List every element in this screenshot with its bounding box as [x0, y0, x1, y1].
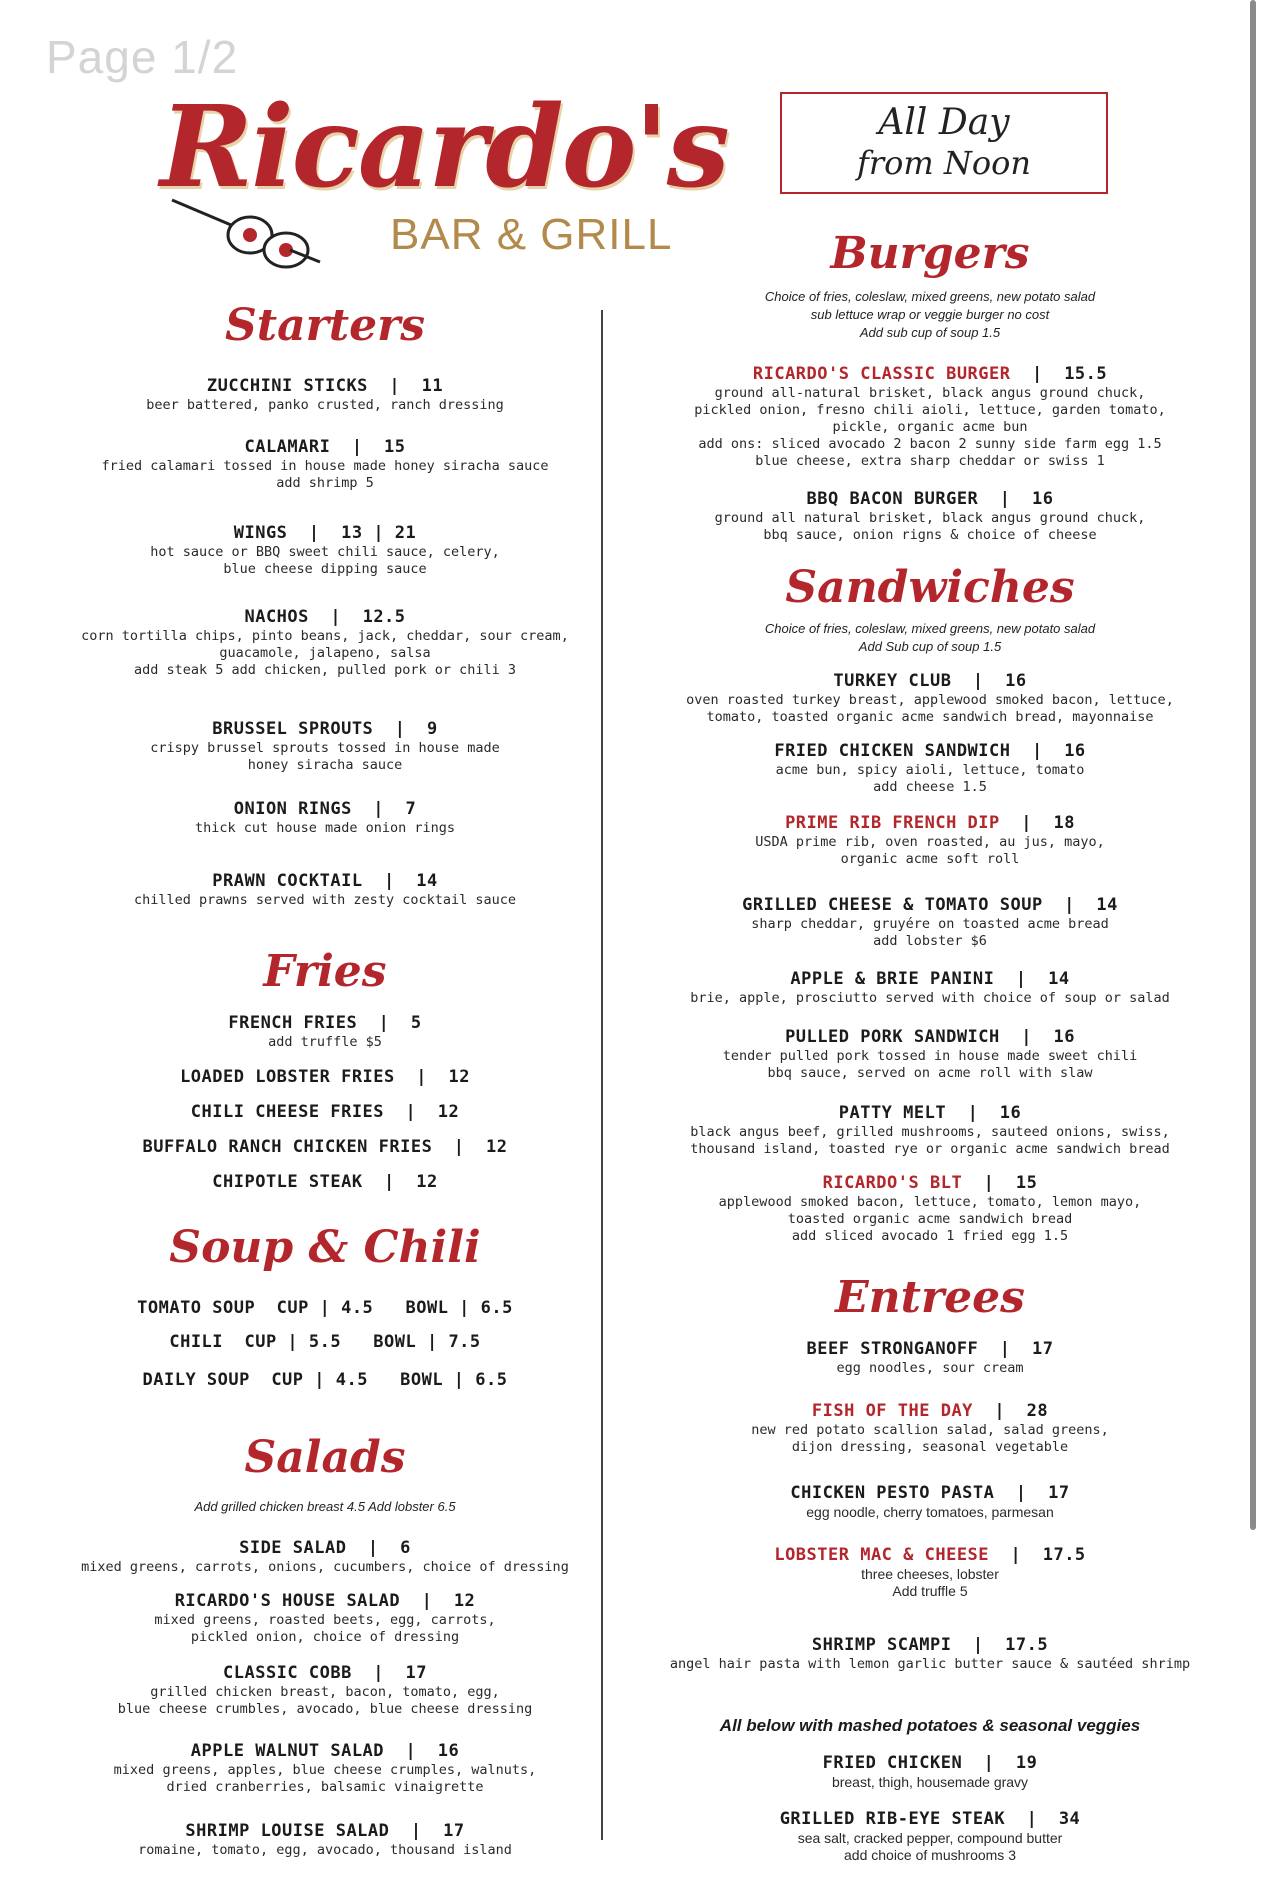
price-separator: | — [384, 1741, 438, 1761]
menu-item-description: sea salt, cracked pepper, compound butter add choice of mushrooms 3 — [797, 1830, 1063, 1863]
menu-item — [660, 488, 1200, 544]
price-separator: | — [989, 1545, 1043, 1565]
menu-item-price: 17 — [1031, 1339, 1054, 1359]
menu-item-name — [660, 1634, 1200, 1656]
price-separator: | — [362, 871, 417, 891]
menu-item — [60, 1662, 590, 1718]
soup-heading: Soup & Chili — [169, 1222, 481, 1273]
price-separator: | — [1010, 741, 1065, 761]
menu-item-description: egg noodle, cherry tomatoes, parmesan — [806, 1504, 1054, 1520]
menu-item-name — [60, 870, 590, 892]
fries-heading: Fries — [263, 946, 387, 997]
menu-item — [60, 1590, 590, 1646]
menu-item-price: 16 — [1005, 671, 1027, 691]
menu-item-price: 15 — [1015, 1173, 1038, 1193]
menu-item-price: 18 — [1053, 813, 1075, 833]
menu-item-price: 16 — [1031, 489, 1054, 509]
hours-banner — [780, 92, 1108, 194]
price-separator: | — [389, 1821, 444, 1841]
menu-item-name — [660, 1172, 1200, 1194]
menu-item-description: breast, thigh, housemade gravy — [831, 1774, 1029, 1790]
menu-item-name — [660, 1752, 1200, 1774]
menu-item-description: egg noodles, sour cream — [836, 1360, 1024, 1376]
menu-item-title: CHICKEN PESTO PASTA — [790, 1483, 995, 1503]
menu-item-name — [660, 894, 1200, 916]
menu-item — [60, 375, 590, 414]
menu-item — [60, 1820, 590, 1859]
menu-item-name — [60, 1171, 590, 1193]
price-separator: | — [400, 1591, 454, 1611]
price-separator: | — [951, 671, 1006, 691]
entrees-heading: Entrees — [835, 1272, 1025, 1323]
price-separator: | — [1042, 895, 1097, 915]
menu-item-name — [60, 1066, 590, 1088]
menu-item-title: SHRIMP SCAMPI — [811, 1635, 952, 1655]
menu-item-title: LOBSTER MAC & CHEESE — [774, 1545, 990, 1565]
menu-item-title: BBQ BACON BURGER — [806, 489, 979, 509]
menu-item-price: 12 — [453, 1591, 476, 1611]
menu-item — [60, 1740, 590, 1796]
menu-item-description: corn tortilla chips, pinto beans, jack, cheddar, sour cream, guacamole, jalapeno, salsa add steak 5 add chicken, pulled pork or chili 3 — [81, 628, 569, 678]
menu-item-price: 13 | 21 — [341, 523, 417, 543]
menu-item — [60, 1012, 590, 1051]
menu-item-description: brie, apple, prosciutto served with choice of soup or salad — [690, 990, 1170, 1006]
price-separator: | — [946, 1103, 1000, 1123]
price-separator: | — [373, 719, 427, 739]
menu-item — [660, 1400, 1200, 1456]
price-separator: | — [978, 489, 1032, 509]
menu-item-description: thick cut house made onion rings — [194, 820, 456, 836]
menu-item-price: 14 — [416, 871, 438, 891]
menu-item-price: 17.5 — [1042, 1545, 1086, 1565]
price-separator: | — [432, 1137, 487, 1157]
menu-item-title: FRENCH FRIES — [228, 1013, 358, 1033]
menu-item-price: 12 — [486, 1137, 508, 1157]
menu-item-name — [660, 968, 1200, 990]
menu-item-description: ground all-natural brisket, black angus ground chuck, pickled onion, fresno chili aioli, lettuce, garden tomato, pickle, organic acme bun add ons: sliced avocado 2 bacon 2 sunny side farm egg 1.5 blue cheese, extra sharp cheddar or swiss 1 — [694, 385, 1166, 469]
menu-item-price: 15.5 — [1064, 364, 1108, 384]
menu-item-price: 12 — [437, 1102, 460, 1122]
menu-item — [660, 1634, 1200, 1673]
price-separator: | — [994, 1483, 1049, 1503]
menu-item-name — [60, 1136, 590, 1158]
price-separator: | — [308, 607, 363, 627]
menu-item — [60, 436, 590, 492]
menu-item-price: 7 — [405, 799, 417, 819]
price-separator: | — [978, 1339, 1032, 1359]
price-separator: | — [357, 1013, 411, 1033]
menu-item-name — [60, 1537, 590, 1559]
soup-row: CHILI CUP | 5.5 BOWL | 7.5 — [169, 1332, 481, 1352]
menu-item-title: ONION RINGS — [233, 799, 352, 819]
menu-item-price: 17 — [405, 1663, 427, 1683]
scrollbar[interactable] — [1250, 0, 1256, 1530]
menu-item-name — [60, 436, 590, 458]
menu-item — [60, 1171, 590, 1193]
menu-item-description: three cheeses, lobster Add truffle 5 — [861, 1566, 999, 1599]
menu-item — [660, 1172, 1200, 1245]
menu-item — [60, 1066, 590, 1088]
menu-item — [660, 1544, 1200, 1600]
menu-item-description: new red potato scallion salad, salad greens, dijon dressing, seasonal vegetable — [751, 1422, 1109, 1455]
menu-item-price: 34 — [1058, 1809, 1081, 1829]
menu-item — [60, 1136, 590, 1158]
menu-item-description: fried calamari tossed in house made honey siracha sauce add shrimp 5 — [101, 458, 549, 491]
menu-item-title: PRIME RIB FRENCH DIP — [785, 813, 1000, 833]
soup-row: TOMATO SOUP CUP | 4.5 BOWL | 6.5 — [137, 1298, 513, 1318]
menu-item-name — [60, 1590, 590, 1612]
menu-item-title: CALAMARI — [244, 437, 331, 457]
price-separator: | — [999, 1027, 1054, 1047]
menu-item-price: 14 — [1048, 969, 1070, 989]
menu-item-title: APPLE & BRIE PANINI — [790, 969, 995, 989]
hours-line-1: All Day — [878, 102, 1010, 143]
menu-item-name — [660, 1808, 1200, 1830]
menu-item-price: 11 — [421, 376, 444, 396]
price-separator: | — [962, 1173, 1016, 1193]
menu-item-title: CLASSIC COBB — [223, 1663, 352, 1683]
menu-item — [660, 363, 1200, 470]
menu-item-description: grilled chicken breast, bacon, tomato, egg, blue cheese crumbles, avocado, blue cheese dressing — [117, 1684, 533, 1717]
menu-item-description: black angus beef, grilled mushrooms, sauteed onions, swiss, thousand island, toasted rye or organic acme sandwich bread — [690, 1124, 1170, 1157]
menu-item-title: RICARDO'S BLT — [822, 1173, 963, 1193]
menu-item-name — [660, 1102, 1200, 1124]
menu-item — [60, 870, 590, 909]
menu-item — [660, 1102, 1200, 1158]
price-separator: | — [994, 969, 1049, 989]
menu-item — [60, 1537, 590, 1576]
menu-item — [60, 1101, 590, 1123]
menu-item-title: RICARDO'S CLASSIC BURGER — [752, 364, 1011, 384]
price-separator: | — [384, 1102, 438, 1122]
menu-item-description: applewood smoked bacon, lettuce, tomato, lemon mayo, toasted organic acme sandwich bread add sliced avocado 1 fried egg 1.5 — [718, 1194, 1142, 1244]
price-separator: | — [972, 1401, 1027, 1421]
menu-item-description: mixed greens, roasted beets, egg, carrots, pickled onion, choice of dressing — [154, 1612, 496, 1645]
starters-heading: Starters — [224, 300, 426, 351]
menu-item-title: GRILLED RIB-EYE STEAK — [779, 1809, 1006, 1829]
menu-item-name — [60, 1101, 590, 1123]
price-separator: | — [367, 376, 422, 396]
menu-item — [660, 894, 1200, 950]
salads-note: Add grilled chicken breast 4.5 Add lobster 6.5 — [194, 1499, 456, 1514]
menu-item-name — [60, 1740, 590, 1762]
menu-item — [60, 606, 590, 679]
price-separator: | — [394, 1067, 449, 1087]
menu-item-description: romaine, tomato, egg, avocado, thousand island — [138, 1842, 512, 1858]
menu-item-name — [660, 488, 1200, 510]
menu-item-name — [60, 798, 590, 820]
menu-item-title: FISH OF THE DAY — [811, 1401, 973, 1421]
price-separator: | — [287, 523, 342, 543]
menu-item-price: 5 — [410, 1013, 422, 1033]
page-indicator: Page 1/2 — [46, 31, 239, 83]
price-separator: | — [351, 1663, 406, 1683]
menu-item — [660, 1808, 1200, 1864]
menu-item-description: angel hair pasta with lemon garlic butter sauce & sautéed shrimp — [669, 1656, 1191, 1672]
menu-item-description: oven roasted turkey breast, applewood smoked bacon, lettuce, tomato, toasted organic acme sandwich bread, mayonnaise — [686, 692, 1174, 725]
entrees-sides-note: All below with mashed potatoes & seasonal veggies — [719, 1716, 1141, 1735]
menu-item-name — [660, 1400, 1200, 1422]
menu-item-title: SHRIMP LOUISE SALAD — [185, 1821, 390, 1841]
column-divider — [601, 310, 603, 1840]
menu-item-price: 6 — [400, 1538, 411, 1558]
menu-item-price: 19 — [1015, 1753, 1038, 1773]
menu-item-description: ground all natural brisket, black angus ground chuck, bbq sauce, onion rigns & choice of cheese — [714, 510, 1146, 543]
menu-item-title: WINGS — [233, 523, 288, 543]
menu-item-title: FRIED CHICKEN SANDWICH — [774, 741, 1011, 761]
menu-item-price: 12 — [416, 1172, 438, 1192]
price-separator: | — [999, 813, 1054, 833]
menu-item-price: 17 — [443, 1821, 465, 1841]
hours-line-2: from Noon — [856, 144, 1032, 182]
menu-item-name — [60, 718, 590, 740]
menu-item-title: CHIPOTLE STEAK — [212, 1172, 363, 1192]
menu-item — [660, 812, 1200, 868]
menu-item-description: beer battered, panko crusted, ranch dressing — [146, 397, 504, 413]
menu-item-name — [660, 1482, 1200, 1504]
burgers-heading: Burgers — [830, 228, 1030, 279]
menu-item-description: hot sauce or BBQ sweet chili sauce, celery, blue cheese dipping sauce — [150, 544, 500, 577]
menu-item-price: 16 — [1053, 1027, 1075, 1047]
price-separator: | — [962, 1753, 1016, 1773]
menu-item-description: tender pulled pork tossed in house made sweet chili bbq sauce, served on acme roll with slaw — [722, 1048, 1138, 1081]
menu-item-price: 17.5 — [1005, 1635, 1049, 1655]
menu-item-price: 14 — [1096, 895, 1118, 915]
sandwiches-note: Choice of fries, coleslaw, mixed greens, new potato salad Add Sub cup of soup 1.5 — [764, 621, 1096, 654]
menu-item-price: 12.5 — [362, 607, 406, 627]
menu-item-title: GRILLED CHEESE & TOMATO SOUP — [742, 895, 1043, 915]
menu-item-description: acme bun, spicy aioli, lettuce, tomato add cheese 1.5 — [775, 762, 1085, 795]
menu-item — [60, 522, 590, 578]
menu-item-name — [60, 1820, 590, 1842]
menu-item — [660, 1026, 1200, 1082]
menu-item-title: BEEF STRONGANOFF — [806, 1339, 979, 1359]
price-separator: | — [351, 799, 406, 819]
price-separator: | — [362, 1172, 417, 1192]
menu-item-title: APPLE WALNUT SALAD — [190, 1741, 385, 1761]
menu-item-title: NACHOS — [244, 607, 309, 627]
menu-item-description: chilled prawns served with zesty cocktail sauce — [133, 892, 516, 908]
restaurant-logo — [140, 82, 728, 282]
menu-item-title: SIDE SALAD — [239, 1538, 347, 1558]
menu-item-name — [660, 812, 1200, 834]
menu-item-title: LOADED LOBSTER FRIES — [180, 1067, 395, 1087]
logo-name: Ricardo's — [160, 82, 728, 213]
menu-item-price: 12 — [448, 1067, 470, 1087]
menu-item-title: PULLED PORK SANDWICH — [785, 1027, 1000, 1047]
menu-item-price: 15 — [384, 437, 406, 457]
menu-item-name — [660, 670, 1200, 692]
menu-item-description: sharp cheddar, gruyére on toasted acme bread add lobster $6 — [751, 916, 1109, 949]
menu-item-name — [60, 606, 590, 628]
menu-item-title: PATTY MELT — [838, 1103, 947, 1123]
burgers-note: Choice of fries, coleslaw, mixed greens, new potato salad sub lettuce wrap or veggie burger no cost Add sub cup of soup 1.5 — [764, 289, 1096, 340]
menu-item — [660, 1482, 1200, 1521]
menu-item-name — [60, 1662, 590, 1684]
price-separator: | — [1005, 1809, 1059, 1829]
menu-item — [60, 798, 590, 837]
salads-heading: Salads — [244, 1432, 406, 1483]
menu-item — [660, 968, 1200, 1007]
menu-item-title: BRUSSEL SPROUTS — [212, 719, 374, 739]
menu-item — [660, 1338, 1200, 1377]
menu-item — [660, 670, 1200, 726]
menu-item-title: TURKEY CLUB — [833, 671, 952, 691]
menu-item-description: mixed greens, carrots, onions, cucumbers, choice of dressing — [81, 1559, 569, 1575]
menu-item — [660, 740, 1200, 796]
menu-item-price: 28 — [1026, 1401, 1049, 1421]
menu-item-name — [660, 1544, 1200, 1566]
menu-item — [60, 718, 590, 774]
menu-item-price: 17 — [1048, 1483, 1070, 1503]
menu-item-title: PRAWN COCKTAIL — [212, 871, 363, 891]
menu-item-name — [660, 740, 1200, 762]
menu-item-name — [660, 363, 1200, 385]
menu-item-price: 9 — [426, 719, 438, 739]
menu-item-price: 16 — [999, 1103, 1022, 1123]
menu-item-title: BUFFALO RANCH CHICKEN FRIES — [142, 1137, 433, 1157]
menu-item-title: RICARDO'S HOUSE SALAD — [174, 1591, 401, 1611]
menu-item-description: mixed greens, apples, blue cheese crumples, walnuts, dried cranberries, balsamic vinaigrette — [113, 1762, 537, 1795]
logo-subtitle: BAR & GRILL — [390, 210, 673, 259]
price-separator: | — [951, 1635, 1006, 1655]
soup-row: DAILY SOUP CUP | 4.5 BOWL | 6.5 — [142, 1370, 508, 1390]
menu-item-description: crispy brussel sprouts tossed in house made honey siracha sauce — [150, 740, 500, 773]
menu-item-name — [60, 522, 590, 544]
menu-item-price: 16 — [437, 1741, 460, 1761]
menu-item-description: USDA prime rib, oven roasted, au jus, mayo, organic acme soft roll — [755, 834, 1105, 867]
menu-item-title: CHILI CHEESE FRIES — [190, 1102, 385, 1122]
menu-item-title: FRIED CHICKEN — [822, 1753, 963, 1773]
menu-item-price: 16 — [1064, 741, 1086, 761]
price-separator: | — [1010, 364, 1065, 384]
menu-item-name — [660, 1026, 1200, 1048]
price-separator: | — [346, 1538, 401, 1558]
menu-item — [660, 1752, 1200, 1791]
menu-item-name — [660, 1338, 1200, 1360]
menu-item-name — [60, 1012, 590, 1034]
menu-item-title: ZUCCHINI STICKS — [206, 376, 368, 396]
menu-item-description: add truffle $5 — [268, 1034, 382, 1050]
sandwiches-heading: Sandwiches — [785, 562, 1075, 613]
price-separator: | — [330, 437, 385, 457]
menu-item-name — [60, 375, 590, 397]
